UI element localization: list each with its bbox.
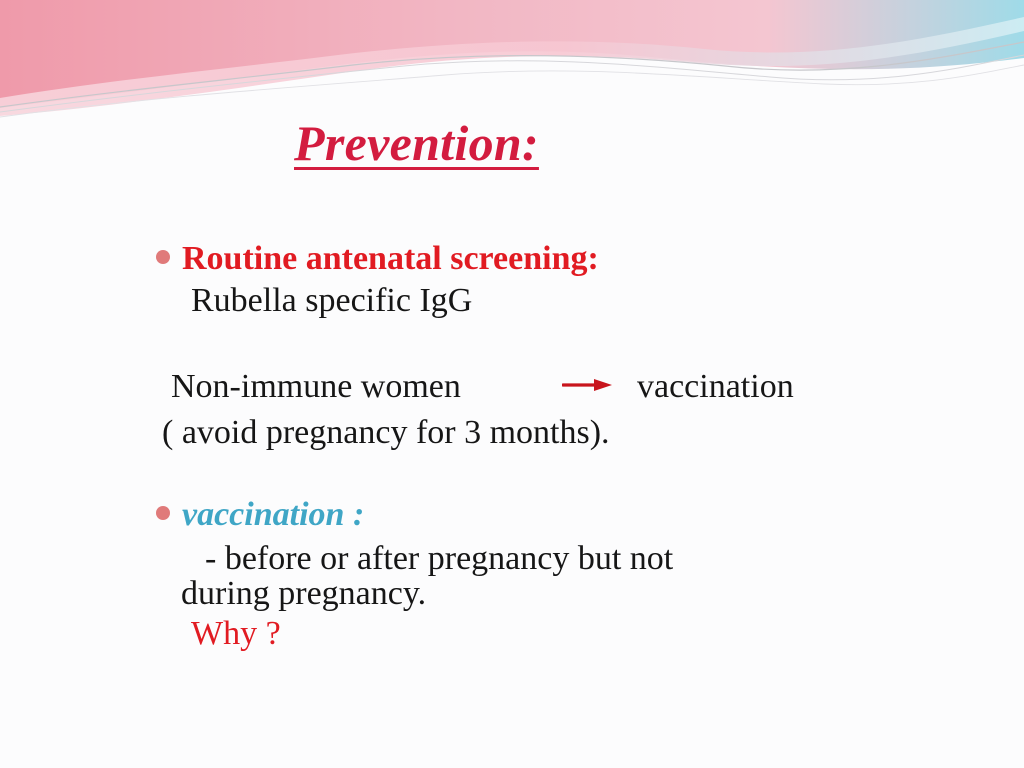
rubella-igg-text: Rubella specific IgG	[191, 282, 473, 319]
pregnancy-text: during pregnancy.	[181, 575, 427, 612]
timing-text: - before or after pregnancy but not	[205, 540, 674, 577]
vaccination-heading-colon: :	[344, 496, 365, 533]
avoid-pregnancy-text: ( avoid pregnancy for 3 months).	[162, 414, 610, 451]
slide-title: Prevention:	[294, 115, 539, 171]
non-immune-women-text: Non-immune women	[171, 368, 461, 405]
vaccination-heading: vaccination	[182, 496, 345, 533]
vaccination-heading-line	[182, 498, 364, 532]
round-bullet-icon	[156, 506, 170, 520]
screening-heading: Routine antenatal screening:	[182, 240, 599, 277]
round-bullet-icon	[156, 250, 170, 264]
why-question: Why ?	[191, 615, 281, 652]
right-arrow-icon	[562, 377, 614, 393]
vaccination-outcome-text: vaccination	[637, 368, 794, 405]
